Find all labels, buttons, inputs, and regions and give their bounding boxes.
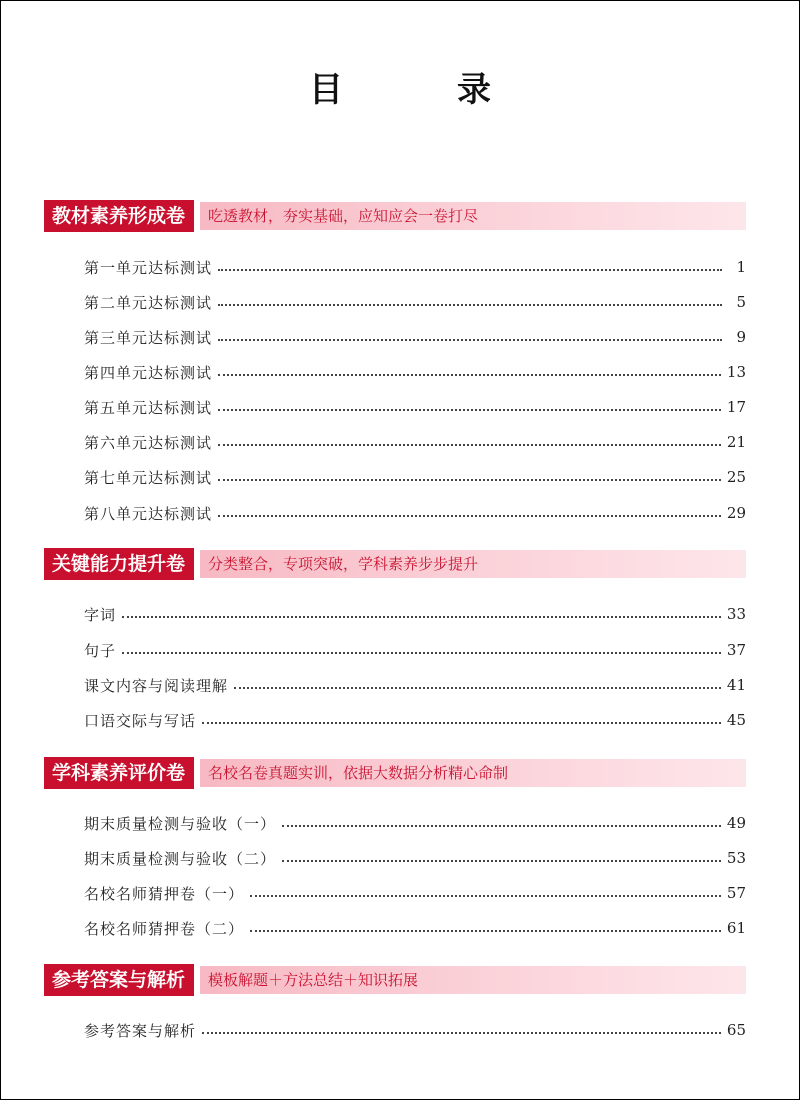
toc-item-page: 37	[726, 641, 746, 659]
toc-item[interactable]	[84, 395, 746, 419]
toc-item[interactable]	[84, 290, 746, 314]
dot-leader	[218, 337, 722, 341]
toc-item-page: 25	[726, 468, 746, 486]
dot-leader	[218, 407, 721, 411]
dot-leader	[282, 858, 721, 862]
toc-item-page: 53	[726, 849, 746, 867]
toc-item-label: 口语交际与写话	[84, 711, 197, 730]
section-header-4	[44, 964, 746, 996]
section-tagline: 分类整合，专项突破，学科素养步步提升	[200, 550, 746, 578]
toc-item[interactable]	[84, 916, 746, 940]
toc-item[interactable]	[84, 255, 746, 279]
toc-item-page: 13	[726, 363, 746, 381]
toc-item[interactable]	[84, 360, 746, 384]
section-header-3	[44, 757, 746, 789]
toc-item[interactable]	[84, 602, 746, 626]
section-header-1	[44, 200, 746, 232]
toc-item-page: 49	[726, 814, 746, 832]
toc-item-label: 第四单元达标测试	[84, 363, 213, 382]
dot-leader	[250, 928, 721, 932]
section-header-2	[44, 548, 746, 580]
toc-item[interactable]	[84, 1018, 746, 1042]
toc-item-label: 字词	[84, 605, 117, 624]
toc-item-page: 33	[726, 605, 746, 623]
toc-item-page: 29	[726, 504, 746, 522]
dot-leader	[234, 685, 721, 689]
toc-item-label: 第二单元达标测试	[84, 293, 213, 312]
toc-item-label: 第八单元达标测试	[84, 504, 213, 523]
dot-leader	[218, 442, 721, 446]
toc-item[interactable]	[84, 811, 746, 835]
toc-item-page: 21	[726, 433, 746, 451]
toc-item-page: 5	[736, 293, 746, 311]
dot-leader	[218, 477, 721, 481]
toc-item-page: 1	[736, 258, 746, 276]
toc-item-page: 45	[726, 711, 746, 729]
dot-leader	[202, 1030, 721, 1034]
toc-item-label: 名校名师猜押卷（二）	[84, 919, 245, 938]
dot-leader	[250, 893, 721, 897]
toc-item-page: 41	[726, 676, 746, 694]
section-tagline: 名校名卷真题实训，依据大数据分析精心命制	[200, 759, 746, 787]
section-label: 学科素养评价卷	[44, 757, 194, 789]
toc-item-page: 9	[736, 328, 746, 346]
toc-item-page: 61	[726, 919, 746, 937]
toc-item[interactable]	[84, 846, 746, 870]
toc-item-label: 第七单元达标测试	[84, 468, 213, 487]
page-title: 目 录	[309, 70, 531, 110]
toc-item-label: 第三单元达标测试	[84, 328, 213, 347]
toc-item-label: 课文内容与阅读理解	[84, 676, 229, 695]
toc-item[interactable]	[84, 465, 746, 489]
toc-item[interactable]	[84, 881, 746, 905]
dot-leader	[218, 372, 721, 376]
toc-item-page: 57	[726, 884, 746, 902]
toc-item-label: 句子	[84, 641, 117, 660]
dot-leader	[202, 720, 721, 724]
dot-leader	[282, 823, 721, 827]
toc-item[interactable]	[84, 430, 746, 454]
toc-item[interactable]	[84, 325, 746, 349]
section-label: 教材素养形成卷	[44, 200, 194, 232]
section-label: 参考答案与解析	[44, 964, 194, 996]
toc-item-label: 第六单元达标测试	[84, 433, 213, 452]
section-tagline: 模板解题＋方法总结＋知识拓展	[200, 966, 746, 994]
toc-item-label: 第五单元达标测试	[84, 398, 213, 417]
toc-item[interactable]	[84, 708, 746, 732]
toc-item-label: 期末质量检测与验收（二）	[84, 849, 277, 868]
section-tagline: 吃透教材，夯实基础，应知应会一卷打尽	[200, 202, 746, 230]
toc-item-label: 第一单元达标测试	[84, 258, 213, 277]
dot-leader	[218, 302, 722, 306]
dot-leader	[122, 614, 721, 618]
toc-item[interactable]	[84, 501, 746, 525]
section-label: 关键能力提升卷	[44, 548, 194, 580]
toc-item[interactable]	[84, 673, 746, 697]
dot-leader	[122, 650, 721, 654]
toc-item-page: 17	[726, 398, 746, 416]
toc-item[interactable]	[84, 638, 746, 662]
toc-item-page: 65	[726, 1021, 746, 1039]
dot-leader	[218, 513, 721, 517]
dot-leader	[218, 267, 722, 271]
toc-item-label: 期末质量检测与验收（一）	[84, 814, 277, 833]
toc-item-label: 名校名师猜押卷（一）	[84, 884, 245, 903]
toc-item-label: 参考答案与解析	[84, 1021, 197, 1040]
